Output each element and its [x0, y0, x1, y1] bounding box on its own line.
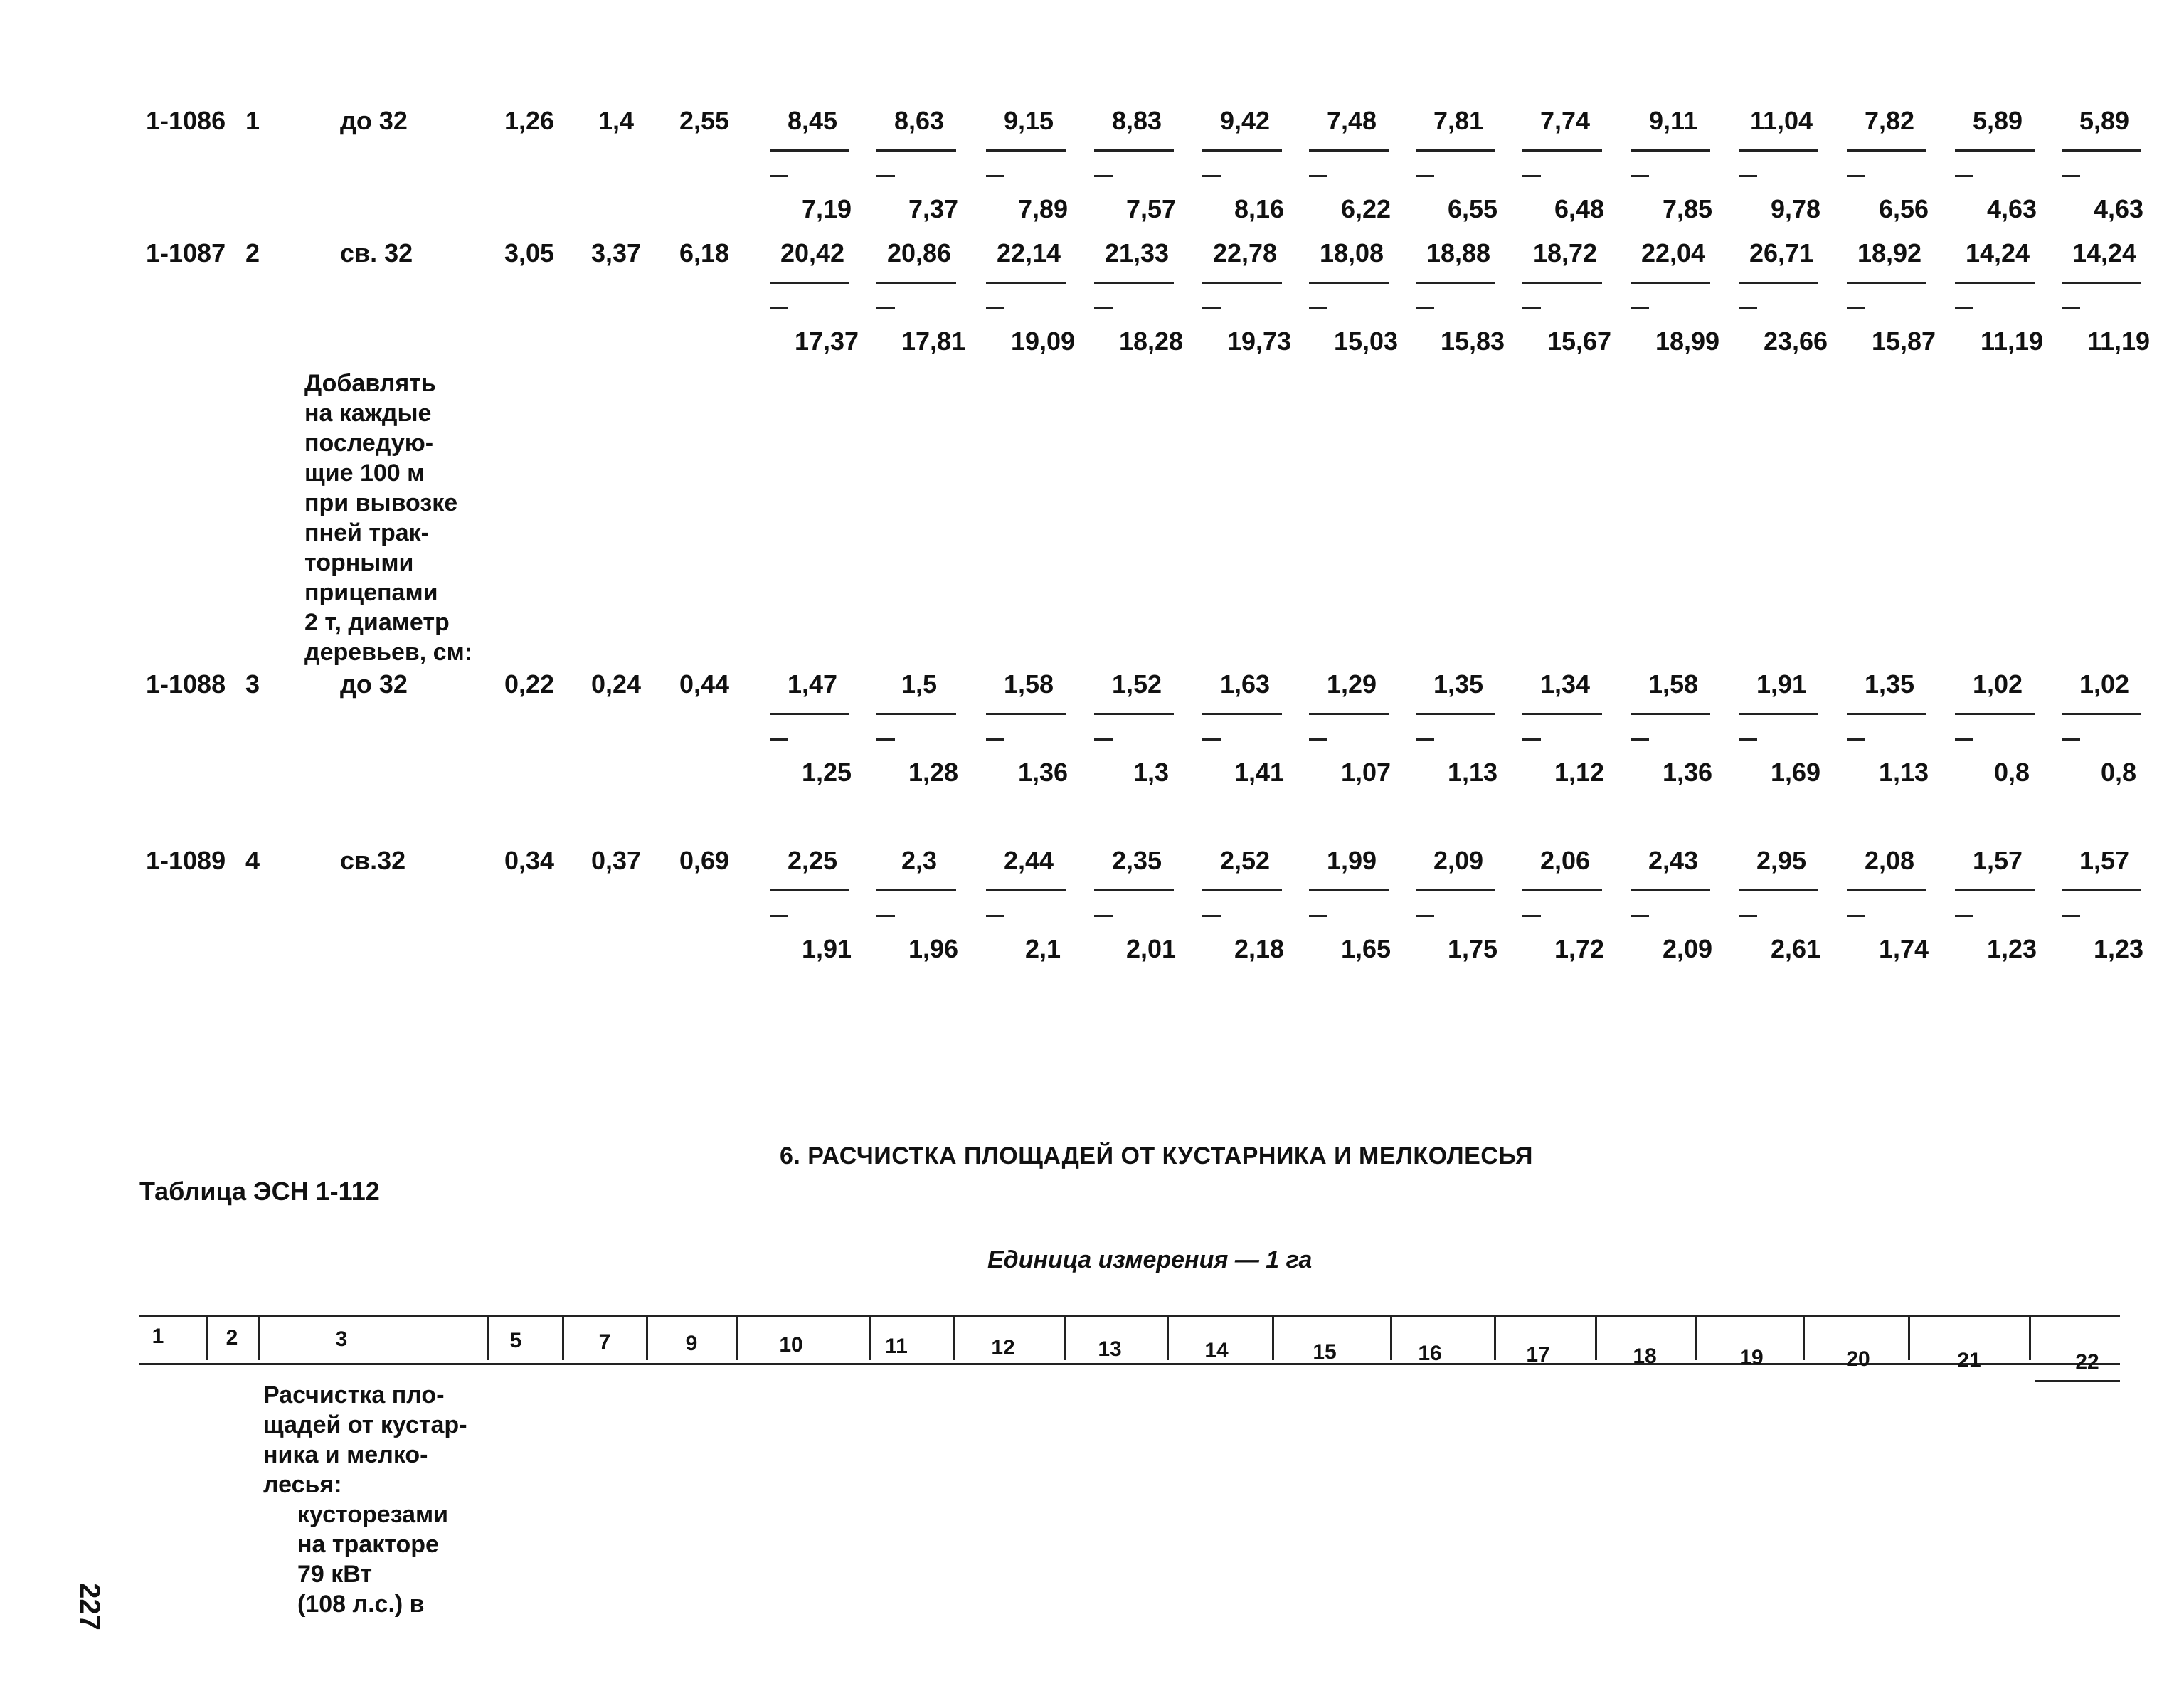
fraction-top: 1,58 [1648, 669, 1699, 699]
fraction-dash [876, 738, 895, 741]
fraction-bar [2062, 149, 2141, 152]
fraction-top: 1,47 [787, 669, 838, 699]
header-divider [1064, 1317, 1066, 1360]
fraction-top: 1,29 [1326, 669, 1377, 699]
fraction-dash [1739, 915, 1757, 917]
clearing-line: кусторезами [297, 1501, 449, 1528]
fraction-bar [1094, 149, 1174, 152]
fraction-top: 2,52 [1219, 846, 1271, 875]
fraction-top: 5,89 [2079, 106, 2130, 135]
fraction-bottom: 15,67 [1547, 327, 1612, 356]
note-line: щие 100 м [304, 460, 425, 487]
fraction-dash [1522, 738, 1541, 741]
fraction-bottom: 15,03 [1333, 327, 1399, 356]
fraction-top: 2,3 [901, 846, 938, 875]
fraction-bar [1522, 282, 1602, 284]
fraction-bar [986, 149, 1066, 152]
fraction-dash [1416, 175, 1434, 177]
row-description: св.32 [340, 846, 406, 875]
fraction-bottom: 2,09 [1662, 934, 1713, 963]
fraction-top: 14,24 [1965, 238, 2030, 267]
fraction-top: 1,02 [2079, 669, 2130, 699]
value-col-3: 2,55 [679, 106, 730, 135]
fraction-top: 1,57 [1972, 846, 2023, 875]
fraction-top: 2,35 [1111, 846, 1162, 875]
fraction-dash [1202, 738, 1221, 741]
row-number: 3 [245, 669, 260, 699]
value-col-3: 0,69 [679, 846, 730, 875]
fraction-bottom: 0,8 [2100, 758, 2137, 787]
note-line: Добавлять [304, 370, 436, 397]
fraction-top: 1,02 [1972, 669, 2023, 699]
fraction-top: 1,57 [2079, 846, 2130, 875]
fraction-dash [986, 175, 1004, 177]
fraction-dash [1094, 307, 1113, 309]
fraction-bar [1202, 713, 1282, 715]
fraction-bar [2062, 889, 2141, 891]
fraction-top: 22,14 [996, 238, 1061, 267]
fraction-bar [1202, 149, 1282, 152]
fraction-bar [1739, 889, 1818, 891]
fraction-bottom: 1,07 [1340, 758, 1391, 787]
fraction-dash [770, 307, 788, 309]
row-code: 1-1088 [146, 669, 226, 699]
fraction-top: 2,09 [1433, 846, 1484, 875]
clearing-line: 79 кВт [297, 1561, 373, 1588]
fraction-bar [986, 713, 1066, 715]
header-rule [139, 1363, 2120, 1365]
fraction-dash [1955, 915, 1973, 917]
header-col: 10 [779, 1333, 803, 1357]
fraction-bar [1202, 282, 1282, 284]
note-line: 2 т, диаметр [304, 609, 450, 636]
fraction-bottom: 1,69 [1770, 758, 1821, 787]
fraction-dash [1309, 738, 1327, 741]
fraction-top: 7,81 [1433, 106, 1484, 135]
fraction-bar [1416, 713, 1495, 715]
header-divider [1272, 1317, 1274, 1360]
fraction-bottom: 7,19 [801, 194, 852, 223]
header-divider [487, 1317, 489, 1360]
fraction-bar [986, 282, 1066, 284]
fraction-top: 2,06 [1539, 846, 1591, 875]
fraction-bottom: 8,16 [1234, 194, 1285, 223]
fraction-dash [986, 738, 1004, 741]
fraction-top: 1,5 [901, 669, 938, 699]
fraction-dash [1416, 915, 1434, 917]
header-col: 3 [335, 1327, 348, 1351]
note-line: на каждые [304, 400, 432, 427]
note-line: при вывозке [304, 489, 458, 516]
fraction-bottom: 11,19 [1980, 327, 2044, 356]
fraction-dash [1955, 307, 1973, 309]
fraction-top: 18,92 [1857, 238, 1922, 267]
note-line: прицепами [304, 579, 438, 606]
fraction-top: 18,88 [1426, 238, 1491, 267]
fraction-dash [1202, 175, 1221, 177]
header-divider [646, 1317, 648, 1360]
fraction-dash [1631, 307, 1649, 309]
header-divider [736, 1317, 738, 1360]
fraction-dash [1309, 915, 1327, 917]
header-divider [1803, 1317, 1805, 1360]
section-title: 6. РАСЧИСТКА ПЛОЩАДЕЙ ОТ КУСТАРНИКА И МЕЛКОЛЕСЬЯ [780, 1142, 1533, 1170]
fraction-dash [1739, 738, 1757, 741]
fraction-top: 26,71 [1749, 238, 1814, 267]
row-code: 1-1087 [146, 238, 226, 267]
value-col-3: 0,44 [679, 669, 730, 699]
fraction-top: 18,72 [1532, 238, 1598, 267]
fraction-bottom: 1,91 [801, 934, 852, 963]
row-code: 1-1086 [146, 106, 226, 135]
fraction-dash [1955, 738, 1973, 741]
fraction-dash [1631, 175, 1649, 177]
fraction-bar [1309, 149, 1389, 152]
fraction-top: 18,08 [1319, 238, 1384, 267]
header-col: 2 [226, 1326, 238, 1349]
header-divider [206, 1317, 208, 1360]
fraction-top: 9,42 [1219, 106, 1271, 135]
value-col-2: 0,37 [590, 846, 642, 875]
fraction-top: 9,11 [1648, 106, 1698, 135]
fraction-bottom: 15,87 [1871, 327, 1936, 356]
fraction-bar [876, 149, 956, 152]
clearing-line: (108 л.с.) в [297, 1591, 425, 1618]
fraction-top: 1,91 [1756, 669, 1807, 699]
fraction-bottom: 7,85 [1662, 194, 1713, 223]
fraction-bar [1631, 282, 1710, 284]
fraction-bar [1955, 713, 2035, 715]
fraction-dash [1739, 307, 1757, 309]
fraction-bottom: 1,28 [908, 758, 959, 787]
value-col-2: 3,37 [590, 238, 642, 267]
note-line: торными [304, 549, 414, 576]
page-number: 227 [73, 1583, 105, 1630]
fraction-top: 11,04 [1749, 106, 1813, 135]
fraction-dash [1309, 307, 1327, 309]
header-col: 1 [152, 1325, 164, 1348]
header-divider [1494, 1317, 1496, 1360]
header-divider [2029, 1317, 2031, 1360]
fraction-bottom: 7,57 [1125, 194, 1177, 223]
fraction-bottom: 19,73 [1226, 327, 1292, 356]
fraction-bar [1094, 889, 1174, 891]
fraction-bar [1309, 889, 1389, 891]
fraction-bottom: 6,56 [1878, 194, 1929, 223]
fraction-top: 21,33 [1104, 238, 1170, 267]
clearing-line: лесья: [263, 1471, 342, 1498]
row-number: 1 [245, 106, 260, 135]
header-divider [953, 1317, 955, 1360]
clearing-line: ника и мелко- [263, 1441, 428, 1468]
fraction-bottom: 1,25 [801, 758, 852, 787]
header-col: 11 [885, 1335, 908, 1358]
fraction-dash [1847, 738, 1865, 741]
fraction-bottom: 1,65 [1340, 934, 1391, 963]
fraction-bar [1522, 713, 1602, 715]
fraction-top: 1,35 [1864, 669, 1915, 699]
fraction-bar [1631, 713, 1710, 715]
clearing-line: Расчистка пло- [263, 1382, 445, 1409]
fraction-bottom: 4,63 [2093, 194, 2144, 223]
fraction-bar [1847, 889, 1926, 891]
fraction-bar [876, 713, 956, 715]
header-rule [2035, 1380, 2120, 1382]
header-col: 17 [1526, 1343, 1550, 1367]
fraction-dash [1202, 307, 1221, 309]
header-divider [562, 1317, 564, 1360]
fraction-top: 22,04 [1640, 238, 1706, 267]
fraction-top: 7,74 [1539, 106, 1591, 135]
fraction-bottom: 0,8 [1993, 758, 2030, 787]
fraction-bar [1847, 713, 1926, 715]
fraction-dash [1094, 738, 1113, 741]
header-divider [258, 1317, 260, 1360]
fraction-dash [876, 175, 895, 177]
header-divider [1595, 1317, 1597, 1360]
fraction-top: 1,52 [1111, 669, 1162, 699]
value-col-3: 6,18 [679, 238, 730, 267]
fraction-top: 1,58 [1003, 669, 1054, 699]
fraction-bottom: 7,37 [908, 194, 959, 223]
fraction-bottom: 18,28 [1118, 327, 1184, 356]
fraction-bottom: 1,36 [1662, 758, 1713, 787]
header-col: 21 [1957, 1349, 1981, 1372]
note-line: деревьев, см: [304, 639, 473, 666]
header-col: 18 [1633, 1345, 1657, 1368]
fraction-bar [1522, 889, 1602, 891]
fraction-bar [1094, 713, 1174, 715]
fraction-bottom: 7,89 [1017, 194, 1069, 223]
fraction-bar [1955, 889, 2035, 891]
fraction-bar [1631, 889, 1710, 891]
fraction-dash [770, 738, 788, 741]
unit-label: Единица измерения — 1 га [987, 1246, 1313, 1273]
fraction-bar [2062, 713, 2141, 715]
fraction-bar [1739, 713, 1818, 715]
fraction-bar [1522, 149, 1602, 152]
value-col-1: 3,05 [504, 238, 555, 267]
fraction-dash [770, 915, 788, 917]
fraction-bottom: 19,09 [1010, 327, 1076, 356]
fraction-bottom: 6,55 [1447, 194, 1498, 223]
value-col-1: 0,34 [504, 846, 555, 875]
value-col-1: 0,22 [504, 669, 555, 699]
fraction-dash [1522, 307, 1541, 309]
header-col: 16 [1418, 1342, 1442, 1365]
fraction-dash [1202, 915, 1221, 917]
fraction-top: 1,35 [1433, 669, 1484, 699]
header-col: 12 [991, 1336, 1015, 1359]
fraction-dash [2062, 307, 2080, 309]
fraction-dash [1631, 738, 1649, 741]
clearing-line: щадей от кустар- [263, 1411, 467, 1438]
fraction-bottom: 17,37 [794, 327, 859, 356]
header-col: 15 [1313, 1340, 1337, 1364]
header-rule [139, 1315, 2120, 1317]
fraction-bottom: 1,13 [1447, 758, 1498, 787]
fraction-dash [1739, 175, 1757, 177]
fraction-top: 8,83 [1111, 106, 1162, 135]
fraction-dash [1416, 738, 1434, 741]
fraction-bar [1631, 149, 1710, 152]
fraction-bottom: 23,66 [1763, 327, 1828, 356]
fraction-top: 1,34 [1539, 669, 1591, 699]
fraction-bar [1094, 282, 1174, 284]
header-col: 7 [598, 1330, 611, 1354]
clearing-line: на тракторе [297, 1531, 439, 1558]
fraction-bar [2062, 282, 2141, 284]
fraction-dash [876, 307, 895, 309]
fraction-bottom: 2,1 [1024, 934, 1061, 963]
fraction-dash [770, 175, 788, 177]
header-col: 9 [685, 1332, 698, 1355]
fraction-bottom: 4,63 [1986, 194, 2037, 223]
fraction-bottom: 1,74 [1878, 934, 1929, 963]
fraction-bottom: 1,41 [1234, 758, 1285, 787]
value-col-1: 1,26 [504, 106, 555, 135]
fraction-top: 20,42 [780, 238, 845, 267]
header-divider [1695, 1317, 1697, 1360]
fraction-bottom: 1,13 [1878, 758, 1929, 787]
fraction-dash [986, 915, 1004, 917]
fraction-bottom: 2,01 [1125, 934, 1177, 963]
header-divider [1390, 1317, 1392, 1360]
fraction-bottom: 18,99 [1655, 327, 1720, 356]
fraction-bottom: 1,3 [1133, 758, 1170, 787]
fraction-bar [986, 889, 1066, 891]
fraction-top: 1,63 [1219, 669, 1271, 699]
fraction-top: 8,45 [787, 106, 838, 135]
header-col: 19 [1739, 1346, 1764, 1369]
fraction-bar [1416, 149, 1495, 152]
fraction-top: 7,82 [1864, 106, 1915, 135]
fraction-bar [876, 282, 956, 284]
fraction-bottom: 2,61 [1770, 934, 1821, 963]
fraction-bar [770, 889, 849, 891]
fraction-bar [1416, 889, 1495, 891]
fraction-bottom: 1,75 [1447, 934, 1498, 963]
fraction-top: 7,48 [1326, 106, 1377, 135]
fraction-bar [1309, 713, 1389, 715]
fraction-bar [1847, 282, 1926, 284]
fraction-top: 2,25 [787, 846, 838, 875]
fraction-top: 22,78 [1212, 238, 1278, 267]
fraction-dash [1416, 307, 1434, 309]
value-col-2: 0,24 [590, 669, 642, 699]
header-col: 13 [1098, 1337, 1122, 1361]
fraction-dash [876, 915, 895, 917]
fraction-bar [1955, 149, 2035, 152]
fraction-bottom: 15,83 [1440, 327, 1505, 356]
fraction-bottom: 6,22 [1340, 194, 1391, 223]
header-divider [869, 1317, 871, 1360]
fraction-bottom: 11,19 [2087, 327, 2151, 356]
fraction-bottom: 1,23 [1986, 934, 2037, 963]
fraction-bottom: 6,48 [1554, 194, 1605, 223]
fraction-top: 2,08 [1864, 846, 1915, 875]
fraction-dash [1094, 175, 1113, 177]
fraction-dash [1847, 915, 1865, 917]
row-number: 4 [245, 846, 260, 875]
value-col-2: 1,4 [598, 106, 635, 135]
fraction-bar [1739, 282, 1818, 284]
fraction-bar [1847, 149, 1926, 152]
row-code: 1-1089 [146, 846, 226, 875]
fraction-dash [1631, 915, 1649, 917]
fraction-bar [1416, 282, 1495, 284]
row-description: до 32 [340, 106, 408, 135]
fraction-bar [876, 889, 956, 891]
header-col: 20 [1846, 1347, 1870, 1371]
fraction-bar [770, 149, 849, 152]
fraction-bottom: 1,12 [1554, 758, 1605, 787]
fraction-top: 14,24 [2072, 238, 2137, 267]
fraction-bar [770, 713, 849, 715]
fraction-bar [1309, 282, 1389, 284]
fraction-top: 9,15 [1003, 106, 1054, 135]
fraction-bottom: 2,18 [1234, 934, 1285, 963]
note-line: последую- [304, 430, 434, 457]
table-label: Таблица ЭСН 1-112 [139, 1177, 380, 1206]
fraction-dash [1522, 915, 1541, 917]
row-number: 2 [245, 238, 260, 267]
fraction-bottom: 9,78 [1770, 194, 1821, 223]
fraction-bar [1202, 889, 1282, 891]
header-divider [1167, 1317, 1169, 1360]
fraction-dash [1309, 175, 1327, 177]
fraction-dash [986, 307, 1004, 309]
header-col: 22 [2075, 1350, 2099, 1374]
fraction-bar [1955, 282, 2035, 284]
fraction-dash [1094, 915, 1113, 917]
fraction-dash [2062, 738, 2080, 741]
fraction-bar [770, 282, 849, 284]
fraction-top: 1,99 [1326, 846, 1377, 875]
note-line: пней трак- [304, 519, 429, 546]
fraction-bottom: 1,36 [1017, 758, 1069, 787]
fraction-top: 8,63 [894, 106, 945, 135]
fraction-dash [2062, 915, 2080, 917]
row-description: до 32 [340, 669, 408, 699]
fraction-bottom: 1,96 [908, 934, 959, 963]
fraction-dash [1955, 175, 1973, 177]
fraction-top: 20,86 [886, 238, 952, 267]
fraction-dash [1522, 175, 1541, 177]
fraction-top: 2,44 [1003, 846, 1054, 875]
fraction-dash [1847, 175, 1865, 177]
header-col: 5 [509, 1329, 522, 1352]
header-divider [1908, 1317, 1910, 1360]
row-description: св. 32 [340, 238, 413, 267]
fraction-bottom: 17,81 [901, 327, 966, 356]
fraction-dash [1847, 307, 1865, 309]
header-col: 14 [1204, 1339, 1229, 1362]
fraction-bottom: 1,23 [2093, 934, 2144, 963]
fraction-top: 2,43 [1648, 846, 1699, 875]
fraction-bar [1739, 149, 1818, 152]
fraction-top: 2,95 [1756, 846, 1807, 875]
fraction-top: 5,89 [1972, 106, 2023, 135]
fraction-bottom: 1,72 [1554, 934, 1605, 963]
fraction-dash [2062, 175, 2080, 177]
